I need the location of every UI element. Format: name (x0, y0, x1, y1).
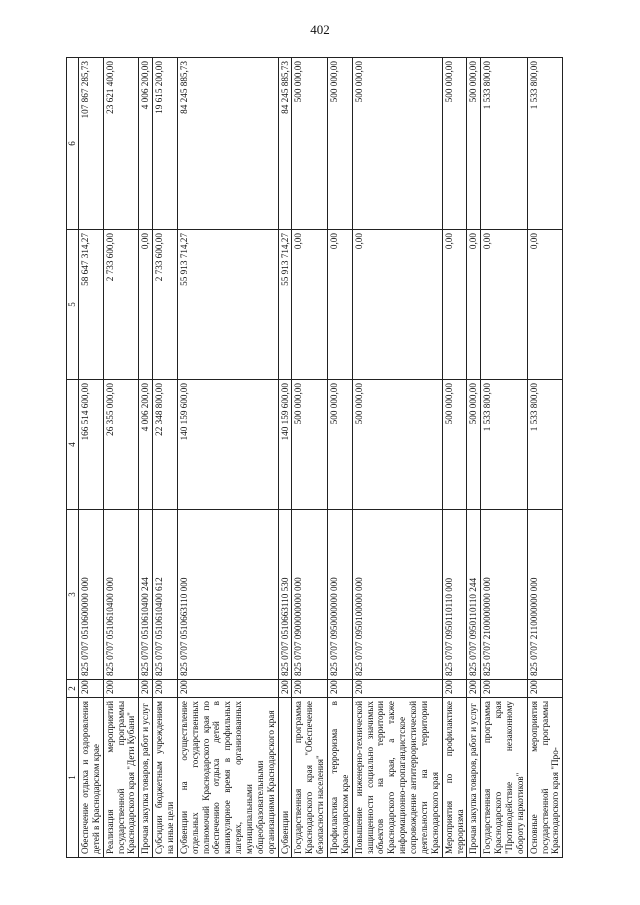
row-amount-approved-cell: 140 159 600,00 (177, 380, 278, 510)
row-name-cell: Обеспечение отдыха и оздоровления детей в Краснодарском крае (79, 698, 104, 858)
row-name-cell: Основные мероприятия государственной программы Краснодарского края "Про- (527, 698, 563, 858)
row-amount-approved-cell: 500 000,00 (352, 380, 442, 510)
row-col2-cell: 200 (442, 680, 467, 698)
row-name-cell: Субвенции на осуществление отдельных государственных полномочий Краснодарского края по обеспечению отдыха детей в каникулярное время в профильных лагерях, организованных муниципальными общеобразовательными организациями Краснодарского края (177, 698, 278, 858)
header-cell: 2 (67, 680, 79, 698)
row-name-cell: Прочая закупка товаров, работ и услуг (139, 698, 153, 858)
row-amount-approved-cell: 22 348 800,00 (153, 380, 178, 510)
row-col2-cell: 200 (79, 680, 104, 698)
row-name-cell: Государственная программа Краснодарского края "Противодействие незаконному обороту наркотиков" (481, 698, 527, 858)
table-row (278, 58, 292, 858)
row-amount-remaining-cell: 500 000,00 (352, 58, 442, 230)
row-code-cell: 825 0707 0900000000 000 (292, 510, 328, 680)
row-amount-remaining-cell: 84 245 885,73 (278, 58, 292, 230)
table-row (153, 58, 178, 858)
row-amount-approved-cell: 26 355 000,00 (103, 380, 139, 510)
table-row (442, 58, 467, 858)
row-code-cell: 825 0707 0510663110 530 (278, 510, 292, 680)
page-number: 402 (310, 22, 330, 37)
row-code-cell: 825 0707 0510610400 244 (139, 510, 153, 680)
table-row (103, 58, 139, 858)
row-code-cell: 825 0707 0510663110 000 (177, 510, 278, 680)
table-row (292, 58, 328, 858)
header-cell: 5 (67, 230, 79, 380)
table-row (352, 58, 442, 858)
row-amount-remaining-cell: 500 000,00 (292, 58, 328, 230)
row-amount-remaining-cell: 1 533 800,00 (527, 58, 563, 230)
row-name-cell: Субвенции (278, 698, 292, 858)
row-amount-executed-cell: 58 647 314,27 (79, 230, 104, 380)
row-amount-approved-cell: 166 514 600,00 (79, 380, 104, 510)
budget-table (66, 57, 563, 858)
row-code-cell: 825 0707 0510600000 000 (79, 510, 104, 680)
row-amount-remaining-cell: 4 006 200,00 (139, 58, 153, 230)
rotated-table-container (66, 58, 561, 858)
row-name-cell: Повышение инженерно-технической защищенности социально значимых объектов на территории Краснодарского края, а также информационно-пропагандистское сопровождение антитеррористической деятельности на территории Краснодарского края (352, 698, 442, 858)
header-cell: 6 (67, 58, 79, 230)
row-amount-approved-cell: 1 533 800,00 (527, 380, 563, 510)
row-amount-remaining-cell: 1 533 800,00 (481, 58, 527, 230)
header-cell: 1 (67, 698, 79, 858)
row-col2-cell: 200 (177, 680, 278, 698)
row-amount-executed-cell: 2 733 600,00 (103, 230, 139, 380)
row-col2-cell: 200 (292, 680, 328, 698)
row-name-cell: Прочая закупка товаров, работ и услуг (467, 698, 481, 858)
row-amount-executed-cell: 0,00 (139, 230, 153, 380)
row-amount-approved-cell: 1 533 800,00 (481, 380, 527, 510)
row-code-cell: 825 0707 0950100000 000 (352, 510, 442, 680)
row-code-cell: 825 0707 2100000000 000 (481, 510, 527, 680)
row-amount-executed-cell: 0,00 (328, 230, 353, 380)
row-amount-approved-cell: 4 006 200,00 (139, 380, 153, 510)
row-amount-approved-cell: 500 000,00 (292, 380, 328, 510)
row-col2-cell: 200 (481, 680, 527, 698)
row-amount-executed-cell: 0,00 (352, 230, 442, 380)
row-name-cell: Государственная программа Краснодарского края "Обеспечение безопасности населения" (292, 698, 328, 858)
row-col2-cell: 200 (103, 680, 139, 698)
row-amount-executed-cell: 55 913 714,27 (177, 230, 278, 380)
row-amount-remaining-cell: 107 867 285,73 (79, 58, 104, 230)
row-amount-approved-cell: 500 000,00 (328, 380, 353, 510)
row-amount-approved-cell: 500 000,00 (442, 380, 467, 510)
row-amount-executed-cell: 2 733 600,00 (153, 230, 178, 380)
table-row (79, 58, 104, 858)
row-amount-approved-cell: 140 159 600,00 (278, 380, 292, 510)
row-col2-cell: 200 (139, 680, 153, 698)
row-amount-remaining-cell: 500 000,00 (328, 58, 353, 230)
row-amount-executed-cell: 0,00 (292, 230, 328, 380)
row-amount-executed-cell: 0,00 (467, 230, 481, 380)
row-code-cell: 825 0707 0510610400 612 (153, 510, 178, 680)
row-name-cell: Реализация мероприятий государственной программы Краснодарского края "Дети Кубани" (103, 698, 139, 858)
row-name-cell: Мероприятия по профилактике терроризма (442, 698, 467, 858)
row-code-cell: 825 0707 0950000000 000 (328, 510, 353, 680)
table-row (328, 58, 353, 858)
row-amount-executed-cell: 55 913 714,27 (278, 230, 292, 380)
table-row (481, 58, 527, 858)
header-cell: 3 (67, 510, 79, 680)
row-amount-remaining-cell: 500 000,00 (467, 58, 481, 230)
table-row (527, 58, 563, 858)
row-name-cell: Субсидии бюджетным учреждениям на иные цели (153, 698, 178, 858)
row-amount-executed-cell: 0,00 (527, 230, 563, 380)
row-amount-remaining-cell: 84 245 885,73 (177, 58, 278, 230)
table-row (177, 58, 278, 858)
row-amount-executed-cell: 0,00 (442, 230, 467, 380)
row-col2-cell: 200 (278, 680, 292, 698)
row-col2-cell: 200 (153, 680, 178, 698)
row-col2-cell: 200 (527, 680, 563, 698)
row-amount-remaining-cell: 23 621 400,00 (103, 58, 139, 230)
row-code-cell: 825 0707 2110000000 000 (527, 510, 563, 680)
row-amount-remaining-cell: 19 615 200,00 (153, 58, 178, 230)
header-row (67, 58, 79, 858)
row-name-cell: Профилактика терроризма в Краснодарском крае (328, 698, 353, 858)
row-col2-cell: 200 (328, 680, 353, 698)
table-row (467, 58, 481, 858)
table-row (139, 58, 153, 858)
row-code-cell: 825 0707 0950110110 000 (442, 510, 467, 680)
row-amount-remaining-cell: 500 000,00 (442, 58, 467, 230)
row-code-cell: 825 0707 0950110110 244 (467, 510, 481, 680)
row-col2-cell: 200 (352, 680, 442, 698)
row-col2-cell: 200 (467, 680, 481, 698)
row-amount-approved-cell: 500 000,00 (467, 380, 481, 510)
row-amount-executed-cell: 0,00 (481, 230, 527, 380)
row-code-cell: 825 0707 0510610400 000 (103, 510, 139, 680)
header-cell: 4 (67, 380, 79, 510)
